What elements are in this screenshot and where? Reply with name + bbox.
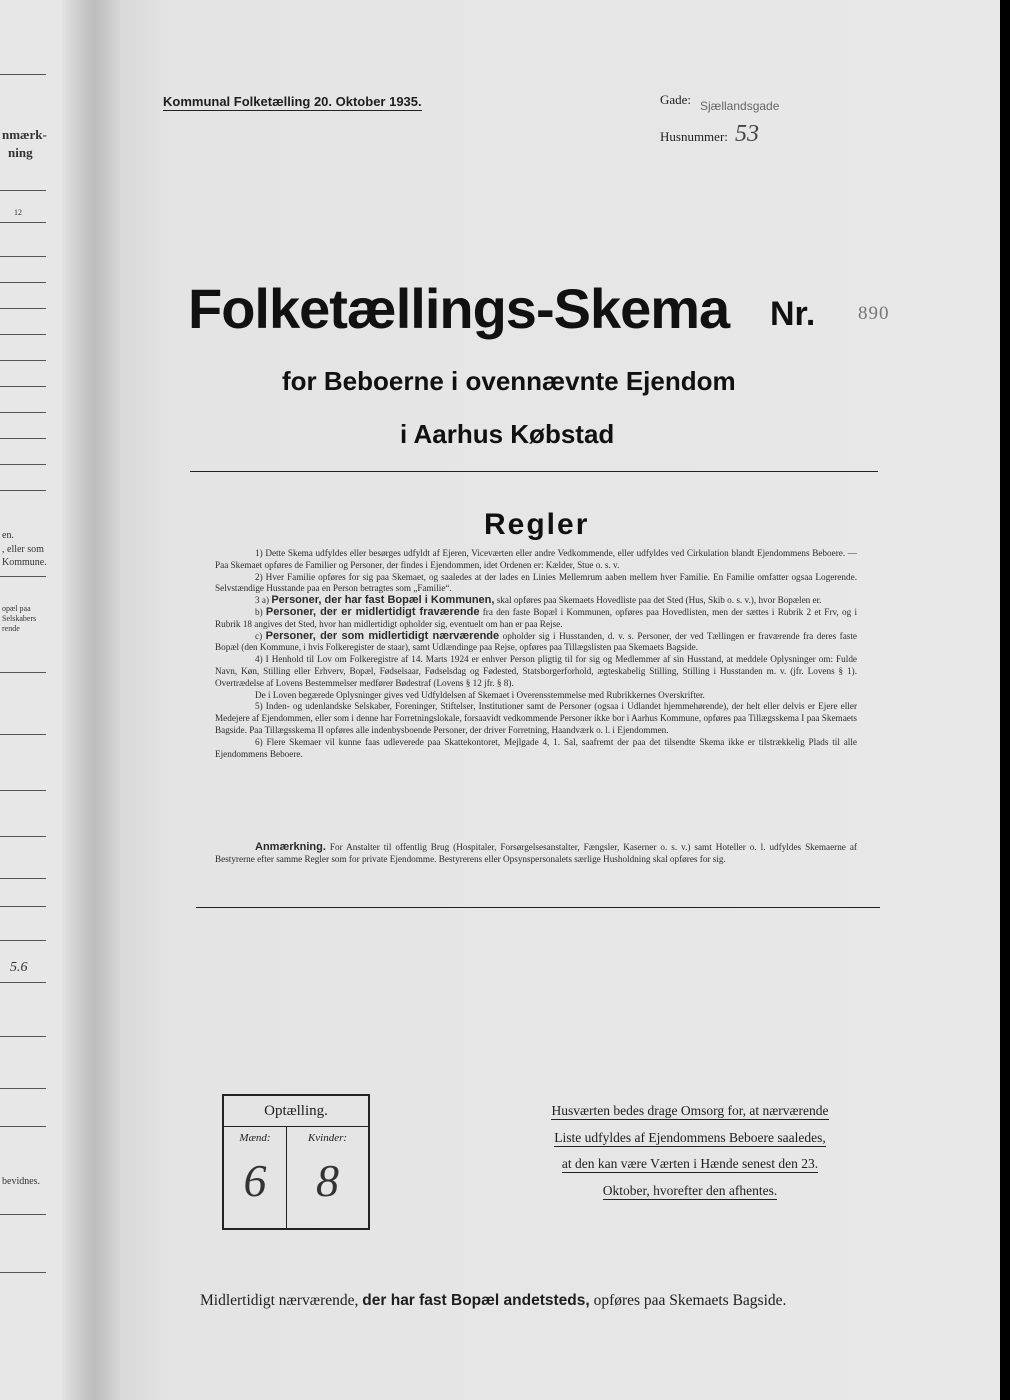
left-rule <box>0 412 46 413</box>
subtitle-residents: for Beboerne i ovennævnte Ejendom <box>282 366 736 396</box>
rules-heading: Regler <box>484 508 590 541</box>
landlord-notice <box>515 1098 865 1204</box>
notice-text: Husværten bedes drage Omsorg for, at nærværende <box>551 1103 829 1118</box>
subtitle-city: i Aarhus Købstad <box>400 419 615 449</box>
anmaerkning-text: For Anstalter til offentlig Brug (Hospitaler, Forsørgelsesanstalter, Fængsler, Kaserner o. s. v.) samt Hoteller o. l. udfyldes Skemaerne af Bestyrerne efter samme Regler som for private Ejendomme. Bestyrerens eller Opsynspersonalets særlige Husholdning skal opføres for sig. <box>215 842 857 864</box>
left-rule <box>0 308 46 309</box>
husnummer-label: Husnummer: <box>660 129 728 144</box>
rule-3b-text: fra den faste Bopæl i Kommunen, opføres paa Hovedlisten, men der sættes i Rubrik 2 et Frv, og i Rubrik 18 angives det Sted, hvor han midlertidigt opholder sig, eventuelt om han er paa Rejse. <box>215 606 857 629</box>
kvinder-value: 8 <box>316 1155 339 1206</box>
notice-line <box>515 1125 865 1152</box>
left-rule <box>0 1272 46 1273</box>
rule-3a-number: 3 a) <box>255 595 270 606</box>
left-rule <box>0 836 46 837</box>
left-text: 12 <box>14 208 22 217</box>
left-rule <box>0 1088 46 1089</box>
count-box-title: Optælling. <box>224 1096 368 1127</box>
rule-3c-heading: Personer, der som midlertidigt nærværende <box>265 629 500 642</box>
divider <box>190 471 878 472</box>
rules-text <box>215 548 857 760</box>
anmaerkning-paragraph <box>215 841 857 865</box>
left-rule <box>0 464 46 465</box>
rule-6: 6) Flere Skemaer vil kunne faas udleverede paa Skattekontoret, Mejlgade 4, 1. Sal, saafremt der paa det tilsendte Skema ikke er tilstrækkelig Plads til alle Ejendommens Beboere. <box>215 736 857 759</box>
notice-line <box>515 1178 865 1205</box>
notice-line <box>515 1098 865 1125</box>
gade-value: Sjællandsgade <box>700 99 780 113</box>
rule-5: 5) Inden- og udenlandske Selskaber, Foreninger, Stiftelser, Institutioner samt de Personer (ogsaa i Udlandet hjemmehørende), der helt eller delvis er Ejere eller Medejere af Ejendommen, eller som i denne har Forretningslokale, forsaavidt vedkommende Personer ikke bor i Aarhus Kommune, opføres paa Tillægsskema I paa Skemaets Bagside. Paa Tillægsskema II opføres alle indenbysboende Personer, der driver Forretning, Haandværk o. l. i Ejendommen. <box>215 701 857 735</box>
left-text: en. <box>2 530 14 541</box>
left-text: rende <box>2 624 20 633</box>
left-rule <box>0 282 46 283</box>
book-gutter <box>62 0 120 1400</box>
left-rule <box>0 878 46 879</box>
rule-4b: De i Loven begærede Oplysninger gives ved Udfyldelsen af Skemaet i Overensstemmelse med Rubrikkernes Overskrifter. <box>255 689 705 700</box>
left-rule <box>0 940 46 941</box>
nr-label: Nr. <box>770 295 816 333</box>
left-rule <box>0 1126 46 1127</box>
rule-3c-text: opholder sig i Husstanden, d. v. s. Personer, der ved Tællingen er fraværende fra deres faste Bopæl (den Kommune, i hvis Folkeregister de staar), samt Udlændinge paa Rejse, opføres paa Tillægslisten paa Skemaets Bagside. <box>215 630 858 653</box>
left-text: nmærk- <box>2 127 47 142</box>
anmaerkning <box>215 841 857 865</box>
footer-pre: Midlertidigt nærværende, <box>200 1292 359 1309</box>
left-rule <box>0 438 46 439</box>
count-box <box>222 1094 370 1230</box>
rule-3a-heading: Personer, der har fast Bopæl i Kommunen, <box>271 594 495 607</box>
rule-3b-heading: Personer, der er midlertidigt fraværende <box>265 605 480 618</box>
rule-3c-number: c) <box>255 630 263 641</box>
left-rule <box>0 734 46 735</box>
left-text: Selskabers <box>2 614 37 623</box>
notice-text: Oktober, hvorefter den afhentes. <box>602 1182 778 1198</box>
footer-bold: der har fast Bopæl andetsteds, <box>362 1292 590 1309</box>
form-title: Folketællings-Skema <box>188 277 730 340</box>
left-rule <box>0 1214 46 1215</box>
left-rule <box>0 256 46 257</box>
divider <box>196 907 880 908</box>
footer-post: opføres paa Skemaets Bagside. <box>593 1292 787 1309</box>
gade-label: Gade: <box>660 92 692 107</box>
left-text: , eller som <box>2 544 44 555</box>
rule-3c <box>215 631 857 655</box>
left-text: bevidnes. <box>2 1176 41 1187</box>
husnummer-value: 53 <box>735 121 759 147</box>
maend-value: 6 <box>243 1155 267 1206</box>
left-rule <box>0 334 46 335</box>
left-rule <box>0 222 46 223</box>
rule-1: 1) Dette Skema udfyldes eller besørges udfyldt af Ejeren, Viceværten eller andre Vedkommende, eller udfyldes ved Cirkulation blandt Ejendommens Beboere. — Paa Skemaet opføres de Familier og Personer, der findes i Ejendommen, idet Ordenen er: Kælder, Stue o. s. v. <box>215 548 857 570</box>
census-title: Kommunal Folketælling 20. Oktober 1935. <box>163 94 422 109</box>
nr-value: 890 <box>858 303 890 324</box>
rule-2: 2) Hver Familie opføres for sig paa Skemaet, og saaledes at der lades en Linies Mellemrum aaben mellem hver Familie. En Familie omfatter ogsaa Logerende. Selvstændige Husstande paa en Person betragtes som „Familie“. <box>215 571 857 594</box>
left-rule <box>0 982 46 983</box>
left-rule <box>0 386 46 387</box>
notice-line <box>515 1151 865 1178</box>
left-rule <box>0 490 46 491</box>
left-handwriting: 5.6 <box>10 960 28 975</box>
left-rule <box>0 790 46 791</box>
notice-text: Liste udfyldes af Ejendommens Beboere saaledes, <box>554 1129 826 1145</box>
left-text: opæl paa <box>2 604 31 613</box>
left-rule <box>0 576 46 577</box>
left-text: ning <box>8 145 33 160</box>
left-rule <box>0 1036 46 1037</box>
left-page-fragment <box>0 0 62 1400</box>
footer-note <box>200 1292 786 1310</box>
kvinder-label: Kvinder: <box>307 1132 348 1144</box>
rule-3a-text: skal opføres paa Skemaets Hovedliste paa det Sted (Hus, Skib o. s. v.), hvor Bopælen er. <box>496 595 822 606</box>
rule-4: 4) I Henhold til Lov om Folkeregistre af 14. Marts 1924 er enhver Person pligtig til for sig og Medlemmer af sin Husstand, at meddele Oplysninger om: Fulde Navn, Køn, Stilling eller Erhverv, Bopæl, Fødselsaar, Fødselsdag og Fødested, Statsborgerforhold, ægteskabelig Stilling, Stilling i Husstanden m. v. (jfr. Lovens § 1). Overtrædelse af Lovens Bestemmelser medfører Bødestraf (Lovens § 12 jfr. § 8). <box>215 654 857 688</box>
left-rule <box>0 360 46 361</box>
left-rule <box>0 190 46 191</box>
scan-border <box>1000 0 1010 1400</box>
left-rule <box>0 74 46 75</box>
left-rule <box>0 672 46 673</box>
notice-text: at den kan være Værten i Hænde senest den 23. <box>561 1156 819 1171</box>
left-rule <box>0 906 46 907</box>
anmaerkning-label: Anmærkning. <box>255 841 326 853</box>
maend-label: Mænd: <box>239 1132 271 1144</box>
rule-3b-number: b) <box>255 606 263 617</box>
rule-3b <box>215 607 857 631</box>
left-text: Kommune. <box>2 557 47 568</box>
